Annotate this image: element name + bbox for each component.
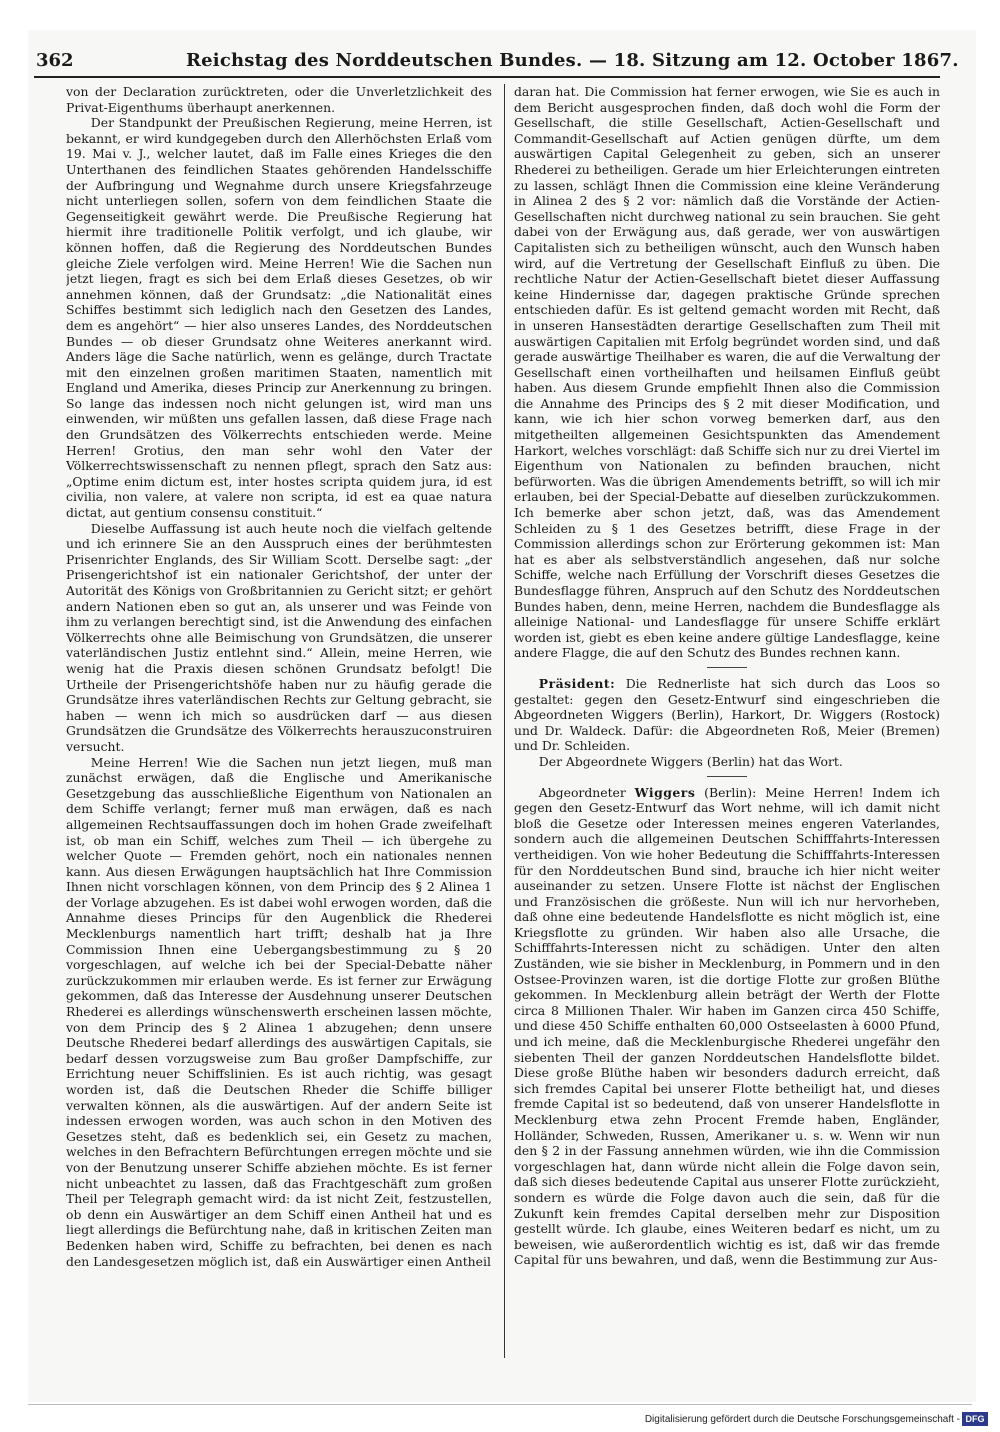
footer-divider: [28, 1404, 972, 1405]
speaker-name: Präsident:: [538, 675, 616, 691]
running-title: Reichstag des Norddeutschen Bundes. — 18. Sitzung am 12. October 1867.: [186, 50, 959, 71]
paragraph: Meine Herren! Wie die Sachen nun jetzt liegen, muß man zunächst erwägen, daß die Englische und Amerikanische Gesetzgebung das ausschließliche Eigenthum von Nationalen an dem Schiffe verlangt; ferner muß man erwägen, daß es nach allgemeinen Rechtsauffassungen doch im hohen Grade zweifelhaft ist, ob man ein Schiff, welches zum Theil — ich übergehe zu welcher Quote — Fremden gehört, noch ein nationales nennen kann. Aus diesen Erwägungen hauptsächlich hat Ihre Commission Ihnen nicht vorschlagen können, von dem Princip des § 2 Alinea 1 der Vorlage abzugehen. Es ist dabei wohl erwogen worden, daß die Annahme dieses Princips für den Augenblick die Rhederei Mecklenburgs namentlich hart trifft; deshalb hat ja Ihre Commission Ihnen eine Uebergangsbestimmung zu § 20 vorgeschlagen, auf welche ich bei der Special-Debatte näher zurückzukommen mir erlauben werde. Es ist ferner zur Erwägung gekommen, daß das Interesse der Ausdehnung unserer Deutschen Rhederei es allerdings wünschenswerth erscheinen lassen möchte, von dem Princip des § 2 Alinea 1 abzugehen; denn unsere Deutsche Rhederei bedarf allerdings des auswärtigen Capitals, sie bedarf dessen vorzugsweise zum Bau großer Dampfschiffe, zur Errichtung neuer Schiffslinien. Es ist auch richtig, was gesagt worden ist, daß die Deutschen Rheder die Schiffe billiger verwalten können, als die auswärtigen. Auf der andern Seite ist indessen erwogen worden, was auch schon in den Motiven des Gesetzes steht, daß es bedenklich sei, ein Gesetz zu machen, welches in den Befrachtern Befürchtungen erregen möchte und sie von der Benutzung unserer Schiffe abziehen möchte. Es ist ferner nicht unbeachtet zu lassen, daß das Frachtgeschäft zum großen Theil per Telegraph gemacht wird: da ist nicht Zeit, festzustellen, ob denn ein Auswärtiger an dem Schiff einen Antheil hat und es liegt allerdings die Befürchtung nahe, daß in kritischen Zeiten man Bedenken haben wird, Schiffe zu befrachten, bei denen es nach den Landesgesetzen möglich ist, daß ein Auswärtiger einen Antheil: [66, 754, 492, 1269]
column-divider: [504, 84, 505, 1358]
paragraph: von der Declaration zurücktreten, oder die Unverletzlichkeit des Privat-Eigenthums überhaupt anerkennen.: [66, 84, 492, 115]
right-column: [514, 84, 940, 1366]
left-column: [66, 84, 492, 1366]
speaker-name: Wiggers: [634, 784, 696, 800]
section-separator: [707, 667, 747, 668]
page-number: 362: [36, 50, 74, 71]
wiggers-paragraph: [514, 785, 940, 1268]
speech-text: (Berlin): Meine Herren! Indem ich gegen den Gesetz-Entwurf das Wort nehme, will ich damit nicht bloß die Gesetze oder Interessen meines engeren Vaterlandes, sondern auch die allgemeinen Deutschen Schifffahrts-Interessen vertheidigen. Von wie hoher Bedeutung die Schifffahrts-Interessen für den Norddeutschen Bund sind, brauche ich hier nicht weiter auseinander zu setzen. Unsere Flotte ist nächst der Englischen und Französischen die größeste. Nun will ich nur hervorheben, daß ohne eine bedeutende Handelsflotte es nicht möglich ist, eine Kriegsflotte zu gründen. Wir haben also alle Ursache, die Schifffahrts-Interessen nicht zu schädigen. Unter den alten Zuständen, wie sie bisher in Mecklenburg, in Pommern und in den Ostsee-Provinzen waren, ist die dortige Flotte zur großen Blüthe gekommen. In Mecklenburg allein beträgt der Werth der Flotte circa 8 Millionen Thaler. Wir haben im Ganzen circa 450 Schiffe, und diese 450 Schiffe enthalten 60,000 Ostseelasten à 6000 Pfund, und ich meine, daß die Mecklenburgische Rhederei ungefähr den siebenten Theil der ganzen Norddeutschen Handelsflotte bildet. Diese große Blüthe haben wir besonders dadurch erreicht, daß sich fremdes Capital bei unserer Flotte betheiligt hat, und dieses fremde Capital ist so bedeutend, daß von unserer Handelsflotte in Mecklenburg etwa zehn Procent Fremde haben, Engländer, Holländer, Schweden, Russen, Amerikaner u. s. w. Wenn wir nun den § 2 in der Fassung annehmen würden, wie ihn die Commission vorgeschlagen hat, dann würde nicht allein die Folge davon sein, daß sich dieses bedeutende Capital aus unserer Flotte zurückzieht, sondern es würde die Folge davon auch die sein, daß für die Zukunft kein fremdes Capital derselben mehr zur Disposition gestellt würde. Ich glaube, eines Weiteren bedarf es nicht, um zu beweisen, wie außerordentlich wichtig es ist, daß wir das fremde Capital für uns bewahren, und daß, wenn die Bestimmung zur Aus-: [514, 784, 940, 1268]
section-separator: [707, 776, 747, 777]
speaker-prefix: Abgeordneter: [538, 784, 626, 800]
paragraph: daran hat. Die Commission hat ferner erwogen, wie Sie es auch in dem Bericht ausgesprochen finden, daß doch wohl die Form der Gesellschaft, die stille Gesellschaft, Actien-Gesellschaft und Commandit-Gesellschaft auf Actien genügen dürfte, um dem auswärtigen Capital Gelegenheit zu geben, sich an unserer Rhederei zu betheiligen. Gerade um hier Erleichterungen eintreten zu lassen, schlägt Ihnen die Commission eine kleine Veränderung in Alinea 2 des § 2 vor: nämlich daß die Vorstände der Actien-Gesellschaften nicht durchweg national zu sein brauchen. Sie geht dabei von der Erwägung aus, daß gerade, wer von auswärtigen Capitalisten sich zu betheiligen wünscht, auch den Wunsch haben wird, auf die Vertretung der Gesellschaft Einfluß zu üben. Die rechtliche Natur der Actien-Gesellschaft bietet dieser Auffassung keine Hindernisse dar, dagegen praktische Gründe sprechen entschieden dafür. Es ist geltend gemacht worden mit Recht, daß in unseren Hansestädten derartige Gesellschaften zum Theil mit auswärtigen Capitalien mit Erfolg begründet worden sind, und daß gerade auswärtige Theilhaber es waren, die auf die Verwaltung der Gesellschaft einen vortheilhaften und heilsamen Einfluß geübt haben. Aus diesem Grunde empfiehlt Ihnen also die Commission die Annahme des Princips des § 2 mit dieser Modification, und kann, wie ich hier schon vorweg bemerken darf, aus den mitgetheilten allgemeinen Gesichtspunkten das Amendement Harkort, welches vorschlägt: daß Schiffe sich nur zu drei Viertel im Eigenthum von Nationalen zu befinden brauchen, nicht befürworten. Was die übrigen Amendements betrifft, so will ich mir erlauben, bei der Special-Debatte auf dieselben zurückzukommen. Ich bemerke aber schon jetzt, daß, was das Amendement Schleiden zu § 1 des Gesetzes betrifft, diese Frage in der Commission allerdings schon zur Erörterung gekommen ist: Man hat es aber als selbstverständlich angesehen, daß nur solche Schiffe, welche nach Erfüllung der Vorschrift dieses Gesetzes die Bundesflagge führen, Anspruch auf den Schutz des Norddeutschen Bundes haben, denn, meine Herren, nachdem die Bundesflagge als alleinige National- und Landesflagge für unsere Schiffe erklärt worden ist, giebt es eben keine andere gültige Landesflagge, keine andere Flagge, die auf den Schutz des Bundes rechnen kann.: [514, 84, 940, 661]
paragraph: Dieselbe Auffassung ist auch heute noch die vielfach geltende und ich erinnere Sie an den Ausspruch eines der berühmtesten Prisenrichter Englands, des Sir William Scott. Derselbe sagt: „der Prisengerichtshof ist ein nationaler Gerichtshof, der unter der Autorität des Königs von Großbritannien zu Gericht sitzt; er gehört andern Nationen eben so gut an, als unserer und was Feinde von ihm zu verlangen berechtigt sind, ist die Anwendung des einfachen Völkerrechts ohne alle Beimischung von Grundsätzen, die unserer vaterländischen Justiz entlehnt sind.“ Allein, meine Herren, wie wenig hat die Praxis diesen schönen Grundsatz befolgt! Die Urtheile der Prisengerichtshöfe haben nur zu häufig gerade die Grundsätze ihres vaterländischen Rechts zur Geltung gebracht, sie haben — wenn ich mich so ausdrücken darf — aus diesen Grundsätzen die Grundsätze des Völkerrechts herauszuconstruiren versucht.: [66, 520, 492, 754]
paragraph: Der Standpunkt der Preußischen Regierung, meine Herren, ist bekannt, er wird kundgegeben durch den Allerhöchsten Erlaß vom 19. Mai v. J., welcher lautet, daß im Falle eines Krieges die den Unterthanen des feindlichen Staates gehörenden Handelsschiffe der Aufbringung und Wegnahme durch unsere Kriegsfahrzeuge nicht unterliegen sollen, sofern von dem feindlichen Staate die Gegenseitigkeit gewährt werde. Die Preußische Regierung hat hiermit ihre traditionelle Politik verfolgt, und ich glaube, wir können hoffen, daß die Regierung des Norddeutschen Bundes gleiche Ziele verfolgen wird. Meine Herren! Wie die Sachen nun jetzt liegen, fragt es sich bei dem Erlaß dieses Gesetzes, ob wir annehmen können, daß der Grundsatz: „die Nationalität eines Schiffes bestimmt sich lediglich nach den Gesetzen des Landes, dem es angehört“ — hier also unseres Landes, des Norddeutschen Bundes — ob dieser Grundsatz ohne Weiteres anerkannt wird. Anders läge die Sache natürlich, wenn es gelänge, durch Tractate mit den einzelnen großen maritimen Staaten, namentlich mit England und Amerika, dieses Princip zur Anerkennung zu bringen. So lange das indessen noch nicht gelungen ist, wird man uns einwenden, wir müßten uns gefallen lassen, daß diese Frage nach den Grundsätzen des Völkerrechts entschieden werde. Meine Herren! Grotius, den man sehr wohl den Vater der Völkerrechtswissenschaft zu nennen pflegt, sprach den Satz aus: „Optime enim dictum est, inter hostes scripta quidem jura, id est civilia, non valere, at valere non scripta, id est ea quae natura dictat, aut gentium consensu constituit.“: [66, 115, 492, 521]
speech-text: Die Rednerliste hat sich durch das Loos so gestaltet: gegen den Gesetz-Entwurf sind eingeschrieben die Abgeordneten Wiggers (Berlin), Harkort, Dr. Wiggers (Rostock) und Dr. Waldeck. Dafür: die Abgeordneten Roß, Meier (Bremen) und Dr. Schleiden.: [514, 675, 940, 754]
dfg-logo: DFG: [962, 1412, 988, 1426]
paragraph: Der Abgeordnete Wiggers (Berlin) hat das Wort.: [538, 753, 843, 769]
digitization-credit: Digitalisierung gefördert durch die Deutsche Forschungsgemeinschaft -: [644, 1414, 960, 1425]
president-paragraph: [514, 676, 940, 754]
